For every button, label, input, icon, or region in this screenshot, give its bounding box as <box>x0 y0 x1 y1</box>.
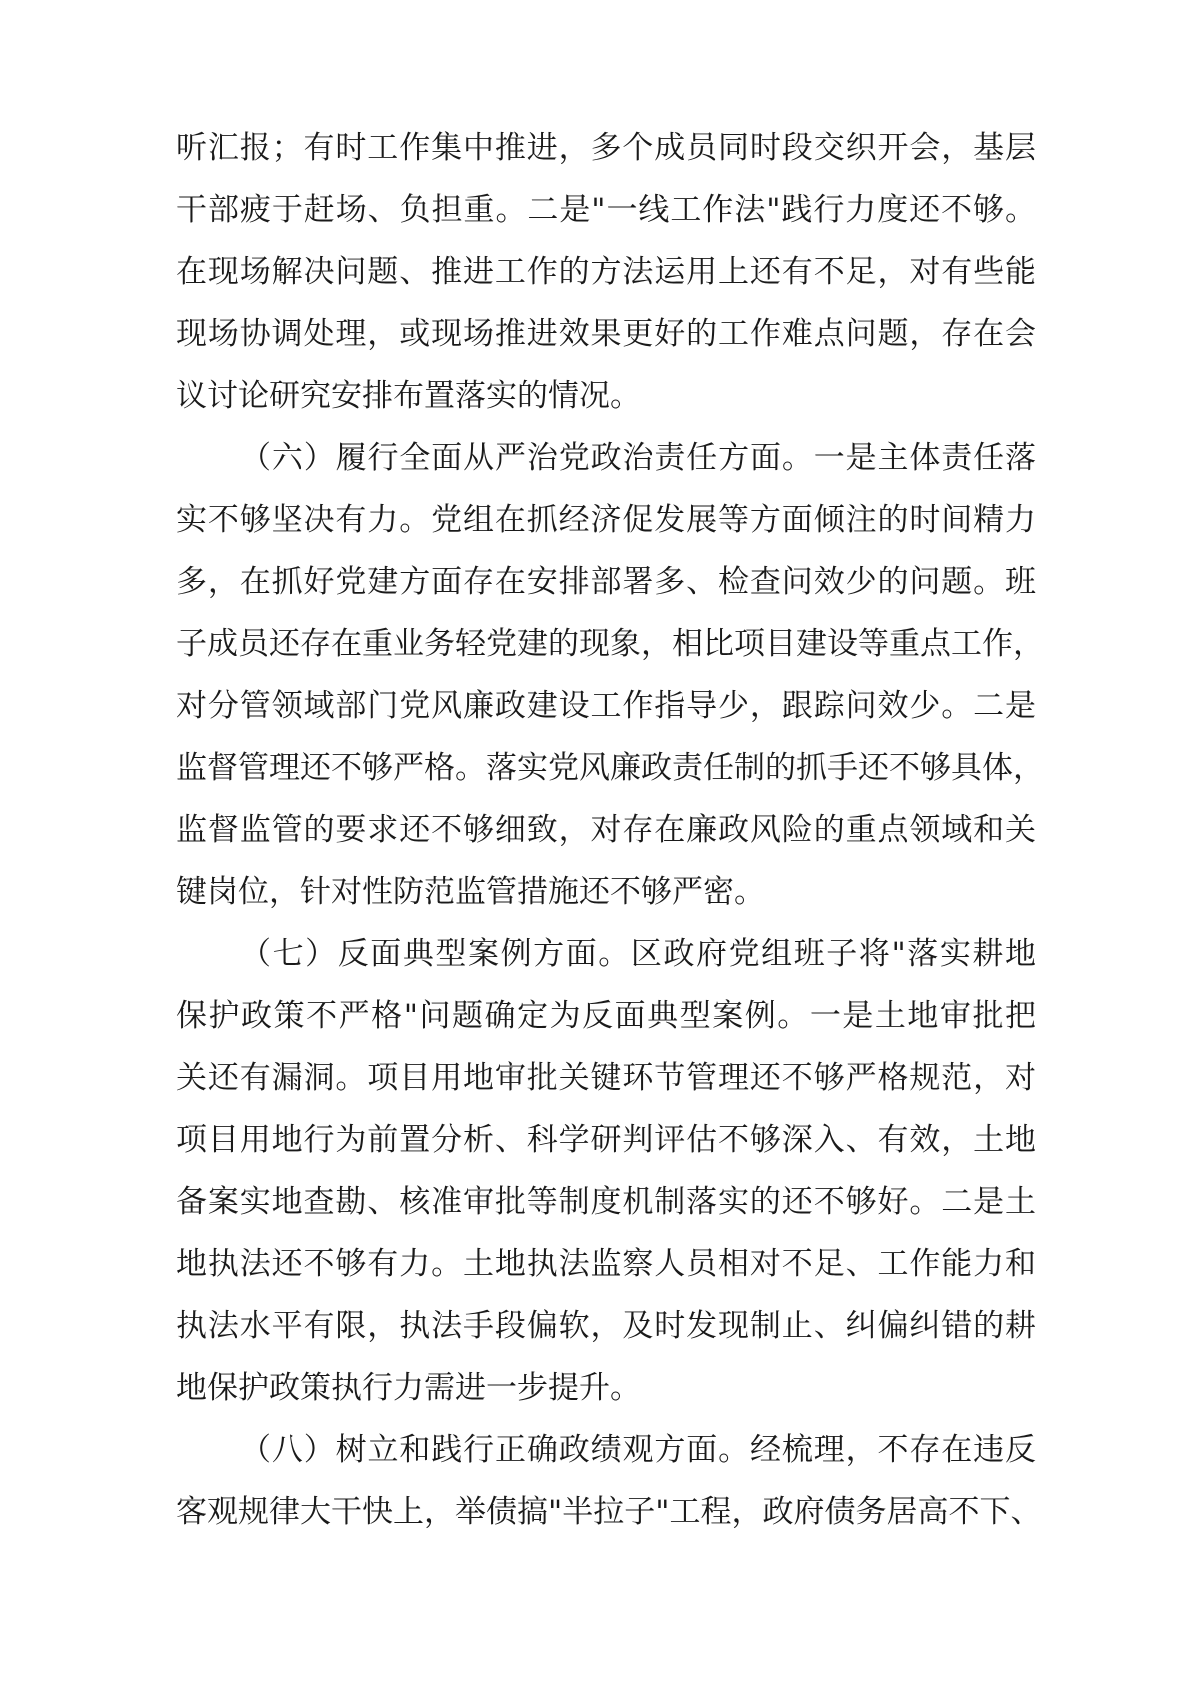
document-body <box>176 117 1044 1543</box>
text-line: 对分管领域部门党风廉政建设工作指导少，跟踪问效少。二是 <box>176 688 1036 724</box>
text-line: 地执法还不够有力。土地执法监察人员相对不足、工作能力和 <box>176 1246 1036 1282</box>
text-line: 保护政策不严格"问题确定为反面典型案例。一是土地审批把 <box>176 998 1036 1034</box>
text-line: 键岗位，针对性防范监管措施还不够严密。 <box>176 874 765 910</box>
text-line: 在现场解决问题、推进工作的方法运用上还有不足，对有些能 <box>176 254 1036 290</box>
text-line: 客观规律大干快上，举债搞"半拉子"工程，政府债务居高不下、 <box>176 1494 1042 1530</box>
text-line: 项目用地行为前置分析、科学研判评估不够深入、有效，土地 <box>176 1122 1036 1158</box>
text-line: 监督监管的要求还不够细致，对存在廉政风险的重点领域和关 <box>176 812 1036 848</box>
text-line: 听汇报；有时工作集中推进，多个成员同时段交织开会，基层 <box>176 130 1036 166</box>
text-line: 现场协调处理，或现场推进效果更好的工作难点问题，存在会 <box>176 316 1036 352</box>
text-line: 执法水平有限，执法手段偏软，及时发现制止、纠偏纠错的耕 <box>176 1308 1036 1344</box>
text-line: 监督管理还不够严格。落实党风廉政责任制的抓手还不够具体， <box>176 750 1044 786</box>
text-line: 议讨论研究安排布置落实的情况。 <box>176 378 641 414</box>
text-line: 子成员还存在重业务轻党建的现象，相比项目建设等重点工作， <box>176 626 1044 662</box>
section-heading-line: （六）履行全面从严治党政治责任方面。一是主体责任落 <box>240 440 1036 476</box>
text-line: 备案实地查勘、核准审批等制度机制落实的还不够好。二是土 <box>176 1184 1036 1220</box>
section-heading-line: （八）树立和践行正确政绩观方面。经梳理，不存在违反 <box>240 1432 1036 1468</box>
section-heading-line: （七）反面典型案例方面。区政府党组班子将"落实耕地 <box>240 936 1036 972</box>
text-line: 关还有漏洞。项目用地审批关键环节管理还不够严格规范，对 <box>176 1060 1036 1096</box>
text-line: 实不够坚决有力。党组在抓经济促发展等方面倾注的时间精力 <box>176 502 1036 538</box>
text-line: 地保护政策执行力需进一步提升。 <box>176 1370 641 1406</box>
text-line: 多，在抓好党建方面存在安排部署多、检查问效少的问题。班 <box>176 564 1036 600</box>
text-line: 干部疲于赶场、负担重。二是"一线工作法"践行力度还不够。 <box>176 192 1036 228</box>
